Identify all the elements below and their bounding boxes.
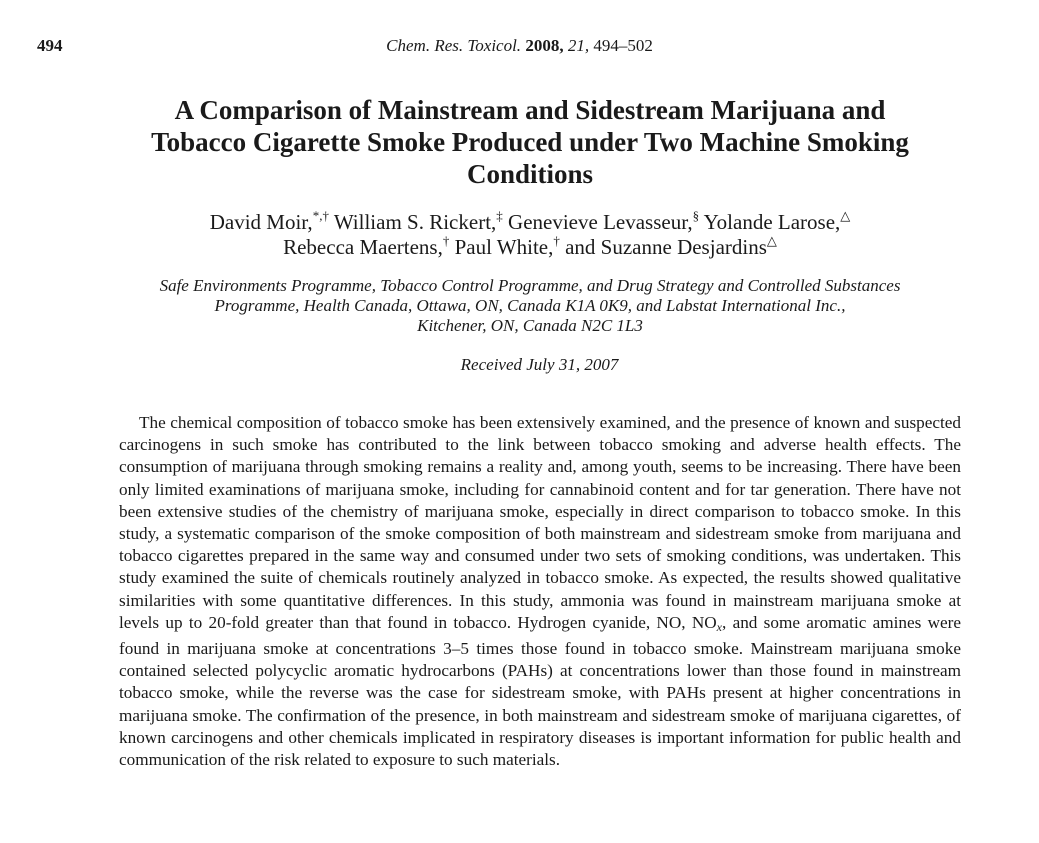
journal-year: 2008,	[525, 36, 564, 55]
author-affiliation-mark: △	[766, 233, 777, 248]
author-name: Yolande Larose,	[703, 210, 841, 234]
author-affiliation-mark: §	[692, 208, 700, 223]
title-line-2: Tobacco Cigarette Smoke Produced under Two Machine Smoking	[151, 127, 909, 157]
author-affiliation-mark: *,†	[312, 208, 329, 223]
affiliation-block	[90, 276, 970, 336]
author-affiliation-mark: △	[840, 208, 851, 223]
affiliation-line-2: Programme, Health Canada, Ottawa, ON, Canada K1A 0K9, and Labstat International Inc.,	[214, 296, 846, 315]
author-name: William S. Rickert,	[333, 210, 497, 234]
author-name: Paul White,	[454, 235, 554, 259]
abstract-text: The chemical composition of tobacco smoke has been extensively examined, and the presence of known and suspected carcinogens in such smoke has contributed to the link between tobacco smoking and adverse health effects. The consumption of marijuana through smoking remains a reality and, among youth, seems to be increasing. There have been only limited examinations of marijuana smoke, including for cannabinoid content and for tar generation. There have not been extensive studies of the chemistry of marijuana smoke, especially in direct comparison to tobacco smoke. In this study, a systematic comparison of the smoke composition of both mainstream and sidestream smoke from marijuana and tobacco cigarettes prepared in the same way and consumed under two sets of smoking conditions, was undertaken. This study examined the suite of chemicals routinely analyzed in tobacco smoke. As expected, the results showed qualitative similarities with some quantitative differences. In this study, ammonia was found in mainstream marijuana smoke at levels up to 20-fold greater than that found in tobacco. Hydrogen cyanide, NO, NO	[119, 413, 961, 632]
abstract-text-continued: , and some aromatic amines were found in marijuana smoke at concentrations 3–5 times those found in tobacco smoke. Mainstream marijuana smoke contained selected polycyclic aromatic hydrocarbons (PAHs) at concentrations lower than those found in mainstream tobacco smoke, while the reverse was the case for sidestream smoke, with PAHs present at higher concentrations in marijuana smoke. The confirmation of the presence, in both mainstream and sidestream smoke of marijuana cigarettes, of known carcinogens and other chemicals implicated in respiratory diseases is important information for public health and communication of the risk related to exposure to such materials.	[119, 612, 962, 770]
title-line-1: A Comparison of Mainstream and Sidestream Marijuana and	[174, 95, 886, 125]
author-name: David Moir,	[209, 210, 313, 234]
journal-name: Chem. Res. Toxicol.	[386, 36, 522, 55]
journal-volume: 21,	[567, 36, 590, 55]
author-name: Rebecca Maertens,	[283, 235, 443, 259]
page-number: 494	[37, 36, 63, 55]
paper-title	[90, 94, 970, 190]
journal-citation	[0, 36, 1039, 56]
abstract-subscript: x	[716, 619, 722, 634]
received-date: Received July 31, 2007	[460, 355, 619, 374]
author-affiliation-mark: †	[442, 233, 450, 248]
title-line-3: Conditions	[466, 159, 594, 189]
affiliation-line-1: Safe Environments Programme, Tobacco Control Programme, and Drug Strategy and Controlled Substances	[159, 276, 901, 295]
abstract	[119, 412, 961, 771]
author-affiliation-mark: ‡	[496, 208, 503, 223]
journal-pages: 494–502	[593, 36, 653, 55]
author-list	[90, 210, 970, 260]
author-name: Genevieve Levasseur,	[508, 210, 693, 234]
author-name: and Suzanne Desjardins	[565, 235, 767, 259]
author-affiliation-mark: †	[553, 233, 560, 248]
affiliation-line-3: Kitchener, ON, Canada N2C 1L3	[417, 316, 643, 335]
